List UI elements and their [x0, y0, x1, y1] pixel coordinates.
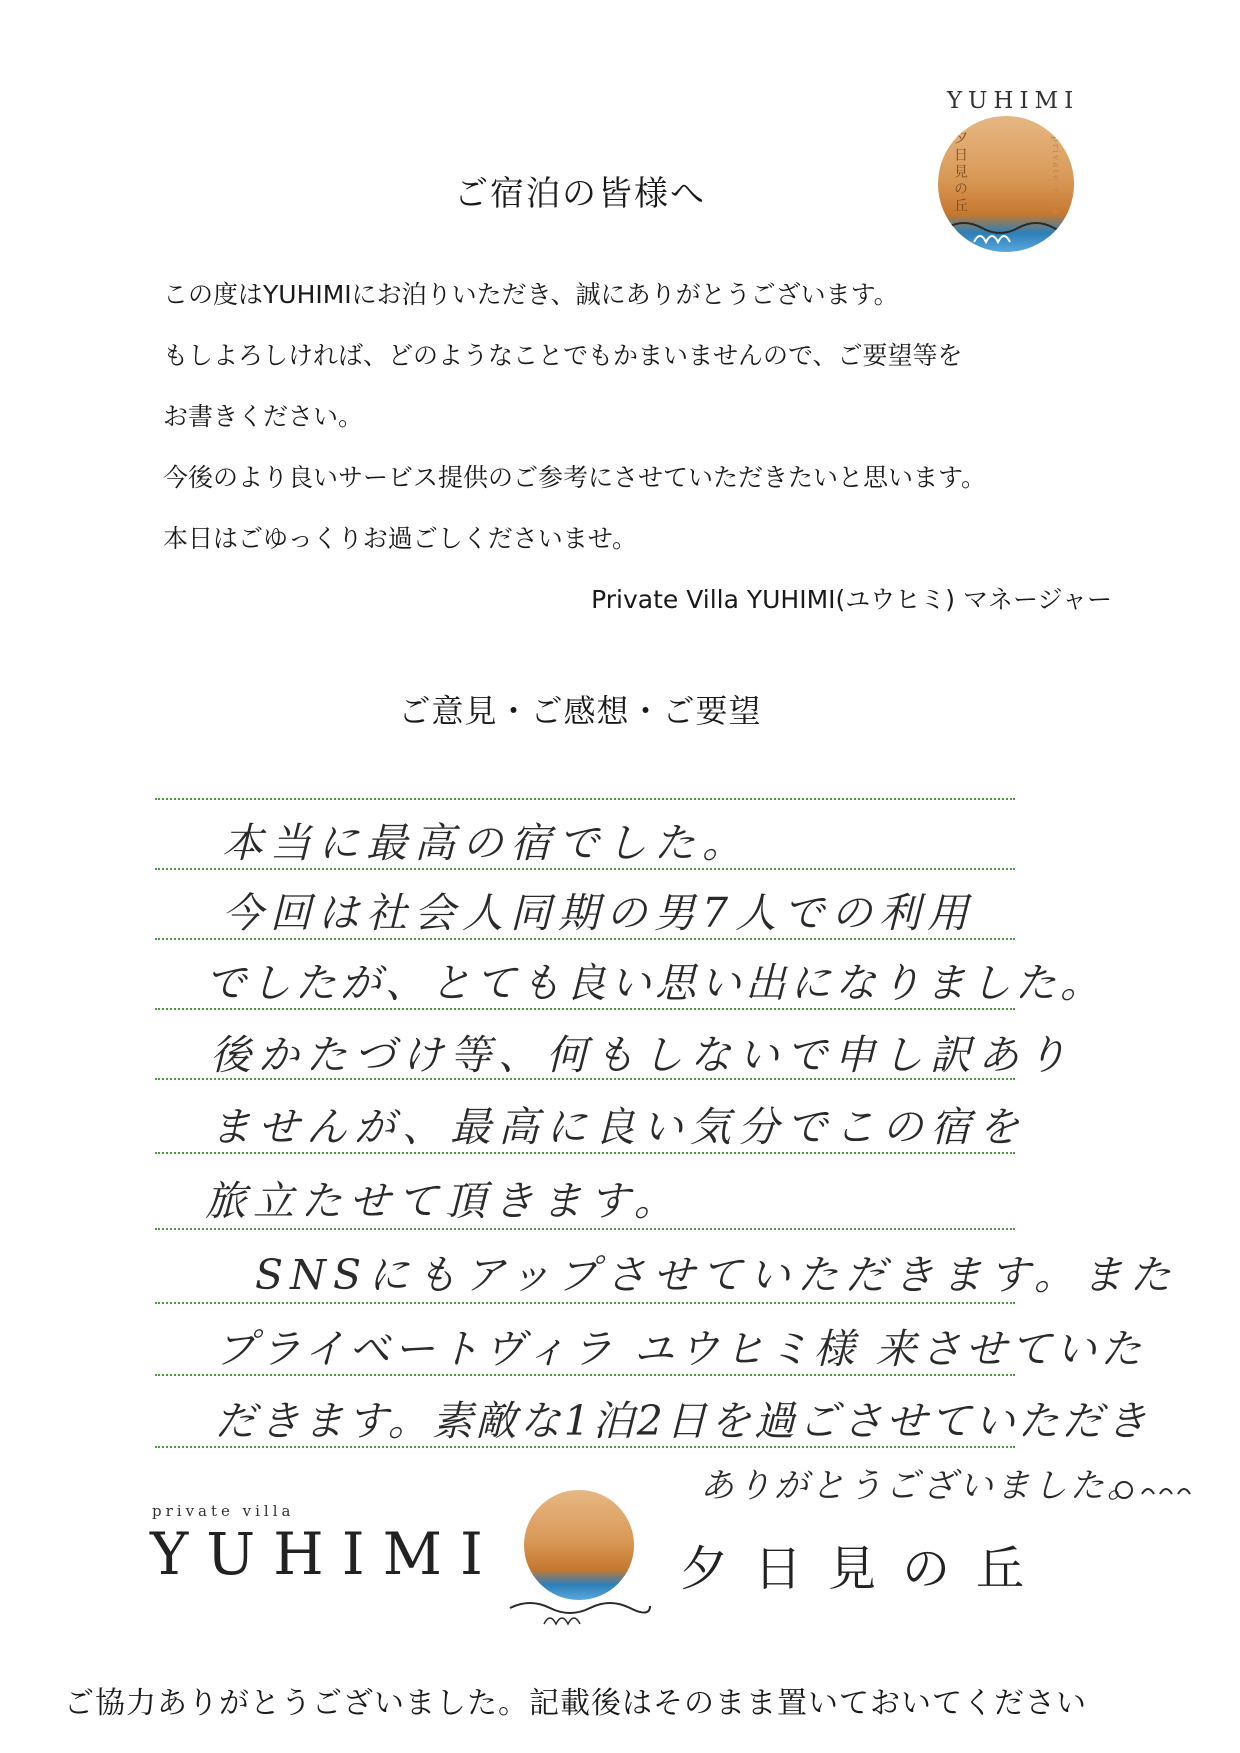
handwritten-line: プライベートヴィラ ユウヒミ様 来させていた [215, 1325, 1146, 1373]
logo-brand: YUHIMI [946, 88, 1080, 114]
handwritten-line: でしたが、とても良い思い出になりました。 [205, 959, 1105, 1007]
intro-line: 今後のより良いサービス提供のご参考にさせていただきたいと思います。 [163, 463, 987, 492]
footer-logo-japanese: 夕日見の丘 [680, 1541, 1051, 1597]
rule-line [155, 1302, 1015, 1304]
rule-line [155, 1228, 1015, 1230]
footer-logo-brand: YUHIMI [150, 1520, 501, 1588]
manager-signature: Private Villa YUHIMI(ユウヒミ) マネージャー [591, 585, 1112, 614]
logo-vertical-small: private villa [1050, 136, 1060, 217]
handwritten-line: SNSにもアップさせていただきます。また [255, 1251, 1178, 1299]
smiley-doodle-icon [1108, 1472, 1198, 1506]
handwritten-line: 本当に最高の宿でした。 [222, 819, 750, 867]
intro-line: もしよろしければ、どのようなことでもかまいませんので、ご要望等を [163, 341, 963, 370]
footer-sun-icon [524, 1490, 634, 1600]
handwritten-line: ませんが、最高に良い気分でこの宿を [210, 1103, 1026, 1151]
intro-line: 本日はごゆっくりお過ごしくださいませ。 [163, 524, 638, 553]
handwritten-line: ありがとうございました。 [700, 1466, 1144, 1506]
page-title: ご宿泊の皆様へ [454, 174, 706, 214]
handwritten-line: 今回は社会人同期の男7人での利用 [222, 889, 976, 937]
handwritten-line: だきます。素敵な1泊2日を過ごさせていただき [215, 1397, 1150, 1445]
intro-line: この度はYUHIMIにお泊りいただき、誠にありがとうございます。 [163, 280, 899, 309]
footer-logo-subtitle: private villa [152, 1502, 295, 1520]
intro-line: お書きください。 [163, 402, 364, 431]
handwritten-line: 旅立たせて頂きます。 [205, 1177, 682, 1225]
section-title: ご意見・ご感想・ご要望 [398, 692, 762, 730]
handwritten-line: 後かたづけ等、何もしないで申し訳あり [210, 1031, 1074, 1079]
footer-wave-icon [500, 1598, 660, 1634]
logo-vertical-name: 夕日見の丘 [952, 130, 968, 215]
closing-note: ご協力ありがとうございました。記載後はそのまま置いておいてください [64, 1686, 1087, 1721]
rule-line [155, 798, 1015, 800]
wave-icon [938, 216, 1074, 252]
